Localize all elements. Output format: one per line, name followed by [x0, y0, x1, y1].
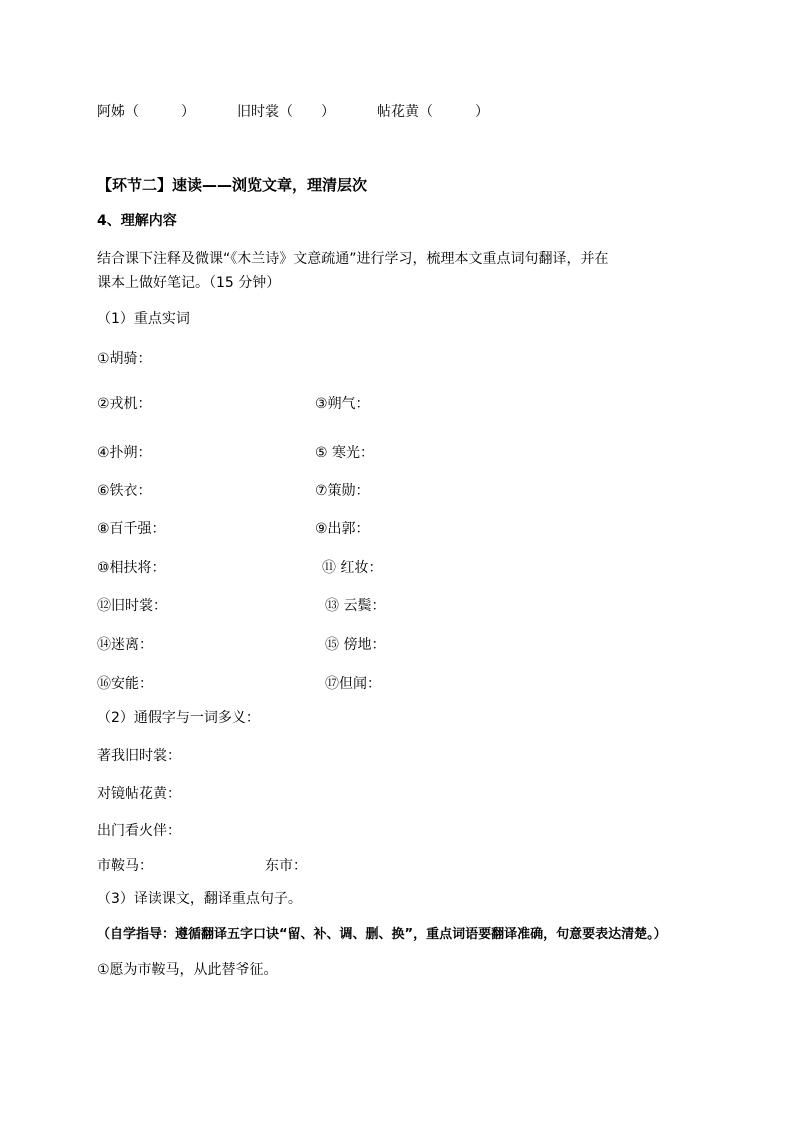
vocab-item: ⑩相扶将：	[97, 560, 166, 576]
part2-item: 出门看火伴：	[97, 823, 181, 839]
part2-title: （2）通假字与一词多义：	[97, 710, 260, 726]
part2-item: 对镜帖花黄：	[97, 786, 181, 802]
fill-in-item-3[interactable]: 帖花黄（ ）	[377, 104, 489, 120]
instruction-line-2: 课本上做好笔记。（15 分钟）	[97, 275, 281, 291]
vocab-item: ⑯安能：	[97, 676, 153, 692]
vocab-item: ②戎机：	[97, 396, 152, 412]
sentence-item: ①愿为市鞍马，从此替爷征。	[97, 962, 278, 978]
vocab-item: ⑧百千强：	[97, 521, 166, 537]
fill-in-item-2[interactable]: 旧时裳（ ）	[237, 104, 335, 120]
vocab-item: ⑪ 红妆：	[322, 560, 383, 576]
section-title: 【环节二】速读——浏览文章，理清层次	[97, 176, 368, 194]
vocab-item: ⑨出郭：	[315, 521, 370, 537]
instruction-line-1: 结合课下注释及微课“《木兰诗》文意疏通”进行学习，梳理本文重点词句翻译，并在	[97, 251, 609, 267]
vocab-item: ④扑朔：	[97, 445, 152, 461]
vocab-item: ③朔气：	[315, 396, 370, 412]
fill-in-line	[97, 102, 489, 122]
part2-item: 市鞍马：	[97, 858, 153, 874]
vocab-item: ⑤ 寒光：	[315, 445, 375, 461]
vocab-item: ⑮ 傍地：	[325, 637, 386, 653]
part2-item: 著我旧时裳：	[97, 748, 181, 764]
vocab-item: ⑭迷离：	[97, 637, 153, 653]
vocab-item: ⑫旧时裳：	[97, 598, 167, 614]
self-study-guide: （自学指导：遵循翻译五字口诀“留、补、调、删、换”，重点词语要翻译准确，句意要表达清楚。）	[97, 927, 667, 942]
vocab-item: ⑰但闻：	[325, 676, 381, 692]
part3-title: （3）译读课文，翻译重点句子。	[97, 891, 302, 907]
vocab-item: ①胡骑：	[97, 351, 152, 367]
fill-in-item-1[interactable]: 阿姊（ ）	[97, 104, 195, 120]
vocab-item: ⑬ 云鬓：	[325, 598, 386, 614]
vocab-item: ⑦策勋：	[315, 483, 370, 499]
part2-item: 东市：	[265, 858, 307, 874]
vocab-item: ⑥铁衣：	[97, 483, 152, 499]
task-title: 4、理解内容	[97, 213, 177, 229]
part1-title: （1）重点实词	[97, 311, 190, 327]
